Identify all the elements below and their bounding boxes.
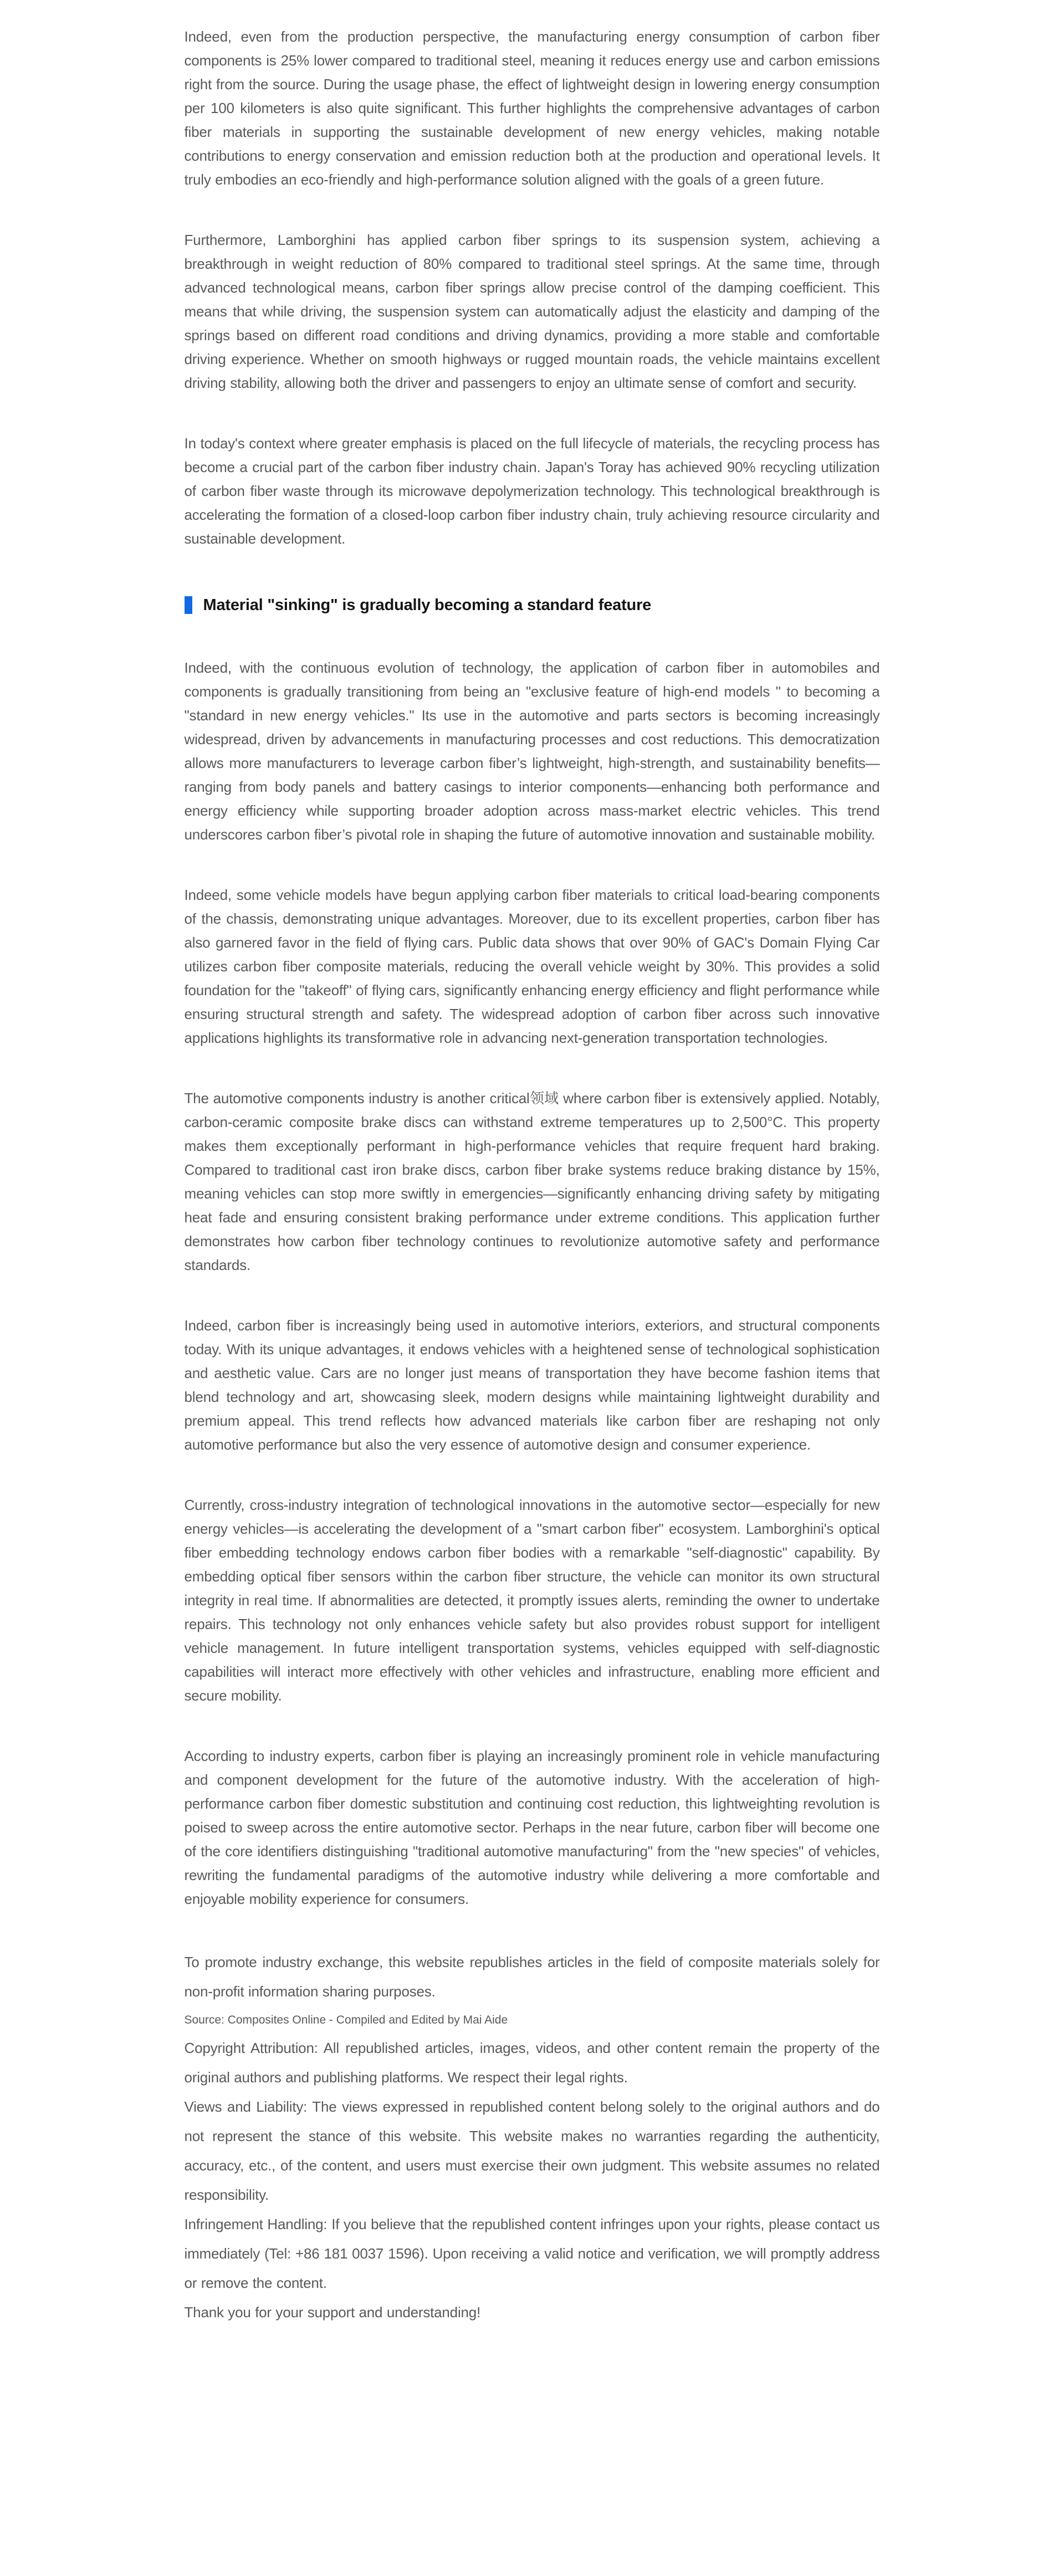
section-heading (185, 595, 880, 615)
footer-source-line: Source: Composites Online - Compiled and Edited by Mai Aide (184, 2014, 508, 2026)
article-paragraph: Indeed, some vehicle models have begun applying carbon fiber materials to critical load-bearing components of the chassis, demonstrating unique advantages. Moreover, due to its excellent properties, carbon fiber has also garnered favor in the field of flying cars. Public data shows that over 90% of GAC's Domain Flying Car utilizes carbon fiber composite materials, reducing the overall vehicle weight by 30%. This provides a solid foundation for the "takeoff" of flying cars, significantly enhancing energy efficiency and flight performance while ensuring structural strength and safety. The widespread adoption of carbon fiber across such innovative applications highlights its transformative role in advancing next-generation transportation technologies. (184, 887, 880, 1046)
footer-views-liability: Views and Liability: The views expressed in republished content belong solely to the original authors and do not represent the stance of this website. This website makes no warranties regarding the authenticity, accuracy, etc., of the content, and users must exercise their own judgment. This website assumes no related responsibility. (184, 2098, 880, 2203)
article-paragraph: The automotive components industry is another critical领域 where carbon fiber is extensively applied. Notably, carbon-ceramic composite brake discs can withstand extreme temperatures up to 2,500°C. This property makes them exceptionally performant in high-performance vehicles that require frequent hard braking. Compared to traditional cast iron brake discs, carbon fiber brake systems reduce braking distance by 15%, meaning vehicles can stop more swiftly in emergencies—significantly enhancing driving safety by mitigating heat fade and ensuring consistent braking performance under extreme conditions. This application further demonstrates how carbon fiber technology continues to revolutionize automotive safety and performance standards. (184, 1090, 880, 1273)
section-heading-text: Material "sinking" is gradually becoming a standard feature (203, 596, 652, 614)
article-body (185, 0, 880, 2327)
footer-copyright: Copyright Attribution: All republished articles, images, videos, and other content remain the property of the original authors and publishing platforms. We respect their legal rights. (184, 2040, 880, 2086)
article-paragraph: Indeed, with the continuous evolution of technology, the application of carbon fiber in automobiles and components is gradually transitioning from being an "exclusive feature of high-end models " to becoming a "standard in new energy vehicles." Its use in the automotive and parts sectors is becoming increasingly widespread, driven by advancements in manufacturing processes and cost reductions. This democratization allows more manufacturers to leverage carbon fiber’s lightweight, high-strength, and sustainability benefits—ranging from body panels and battery casings to interior components—enhancing both performance and energy efficiency while supporting broader adoption across mass-market electric vehicles. This trend underscores carbon fiber’s pivotal role in shaping the future of automotive innovation and sustainable mobility. (184, 659, 880, 843)
heading-accent-bar (185, 596, 192, 614)
article-paragraph: Furthermore, Lamborghini has applied carbon fiber springs to its suspension system, achieving a breakthrough in weight reduction of 80% compared to traditional steel springs. At the same time, through advanced technological means, carbon fiber springs allow precise control of the damping coefficient. This means that while driving, the suspension system can automatically adjust the elasticity and damping of the springs based on different road conditions and driving dynamics, providing a more stable and comfortable driving experience. Whether on smooth highways or rugged mountain roads, the vehicle maintains excellent driving stability, allowing both the driver and passengers to enjoy an ultimate sense of comfort and security. (184, 232, 880, 391)
article-paragraph: Currently, cross-industry integration of technological innovations in the automotive sector—especially for new energy vehicles—is accelerating the development of a "smart carbon fiber" ecosystem. Lamborghini's optical fiber embedding technology endows carbon fiber bodies with a remarkable "self-diagnostic" capability. By embedding optical fiber sensors within the carbon fiber structure, the vehicle can monitor its own structural integrity in real time. If abnormalities are detected, it promptly issues alerts, reminding the owner to undertake repairs. This technology not only enhances vehicle safety but also provides robust support for intelligent vehicle management. In future intelligent transportation systems, vehicles equipped with self-diagnostic capabilities will interact more effectively with other vehicles and infrastructure, enabling more efficient and secure mobility. (184, 1497, 880, 1704)
footer-infringement: Infringement Handling: If you believe that the republished content infringes upon your rights, please contact us immediately (Tel: +86 181 0037 1596). Upon receiving a valid notice and verification, we will promptly address or remove the content. (184, 2216, 880, 2291)
article-paragraph: According to industry experts, carbon fiber is playing an increasingly prominent role in vehicle manufacturing and component development for the future of the automotive industry. With the acceleration of high-performance carbon fiber domestic substitution and continuing cost reduction, this lightweighting revolution is poised to sweep across the entire automotive sector. Perhaps in the near future, carbon fiber will become one of the core identifiers distinguishing "traditional automotive manufacturing" from the "new species" of vehicles, rewriting the fundamental paradigms of the automotive industry while delivering a more comfortable and enjoyable mobility experience for consumers. (184, 1748, 880, 1907)
article-paragraph: In today's context where greater emphasis is placed on the full lifecycle of materials, the recycling process has become a crucial part of the carbon fiber industry chain. Japan's Toray has achieved 90% recycling utilization of carbon fiber waste through its microwave depolymerization technology. This technological breakthrough is accelerating the formation of a closed-loop carbon fiber industry chain, truly achieving resource circularity and sustainable development. (184, 435, 880, 547)
article-footer (185, 1948, 880, 2327)
footer-republish-note: To promote industry exchange, this website republishes articles in the field of composite materials solely for non-profit information sharing purposes. (184, 1954, 880, 2000)
article-paragraph: Indeed, even from the production perspective, the manufacturing energy consumption of carbon fiber components is 25% lower compared to traditional steel, meaning it reduces energy use and carbon emissions right from the source. During the usage phase, the effect of lightweight design in lowering energy consumption per 100 kilometers is also quite significant. This further highlights the comprehensive advantages of carbon fiber materials in supporting the sustainable development of new energy vehicles, making notable contributions to energy conservation and emission reduction both at the production and operational levels. It truly embodies an eco-friendly and high-performance solution aligned with the goals of a green future. (184, 28, 880, 188)
article-paragraph: Indeed, carbon fiber is increasingly being used in automotive interiors, exteriors, and structural components today. With its unique advantages, it endows vehicles with a heightened sense of technological sophistication and aesthetic value. Cars are no longer just means of transportation they have become fashion items that blend technology and art, showcasing sleek, modern designs while maintaining lightweight durability and premium appeal. This trend reflects how advanced materials like carbon fiber are reshaping not only automotive performance but also the very essence of automotive design and consumer experience. (184, 1317, 880, 1453)
footer-thanks: Thank you for your support and understanding! (184, 2304, 481, 2321)
